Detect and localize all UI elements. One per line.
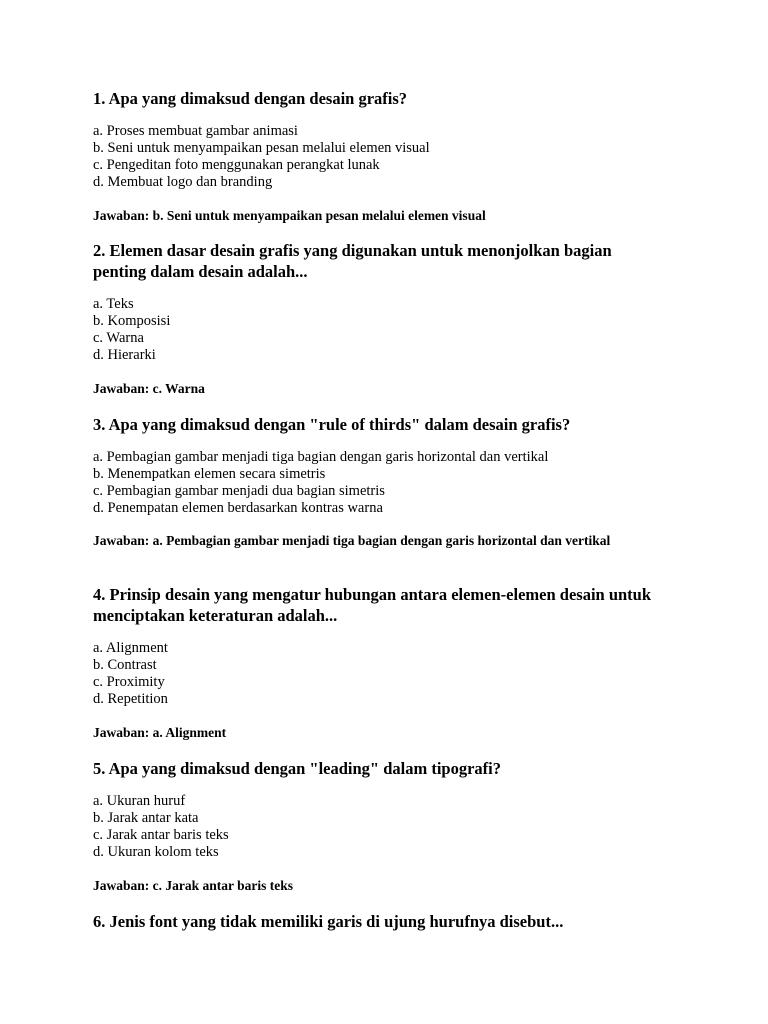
question-block-6 bbox=[93, 911, 693, 932]
option-item: c. Proximity bbox=[93, 674, 165, 690]
option-item: c. Jarak antar baris teks bbox=[93, 827, 229, 843]
options-list bbox=[93, 793, 693, 861]
question-block-4 bbox=[93, 584, 653, 741]
option-item: b. Komposisi bbox=[93, 313, 171, 329]
options-list bbox=[93, 449, 693, 517]
option-item: a. Ukuran huruf bbox=[93, 793, 186, 809]
options-list bbox=[93, 123, 693, 191]
question-block-5 bbox=[93, 758, 693, 894]
question-text: 5. Apa yang dimaksud dengan "leading" dalam tipografi? bbox=[93, 759, 501, 778]
answer-text: Jawaban: c. Jarak antar baris teks bbox=[93, 878, 294, 893]
question-text: 2. Elemen dasar desain grafis yang digunakan untuk menonjolkan bagian penting dalam desain adalah... bbox=[93, 241, 612, 281]
answer-text: Jawaban: b. Seni untuk menyampaikan pesan melalui elemen visual bbox=[93, 208, 486, 223]
option-item: b. Contrast bbox=[93, 657, 157, 673]
answer-text: Jawaban: a. Pembagian gambar menjadi tiga bagian dengan garis horizontal dan vertikal bbox=[93, 533, 611, 548]
question-text: 1. Apa yang dimaksud dengan desain grafis? bbox=[93, 89, 408, 108]
option-item: d. Penempatan elemen berdasarkan kontras warna bbox=[93, 500, 383, 516]
option-item: a. Teks bbox=[93, 296, 134, 312]
option-item: a. Alignment bbox=[93, 640, 168, 656]
question-text: 4. Prinsip desain yang mengatur hubungan antara elemen-elemen desain untuk menciptakan keteraturan adalah... bbox=[93, 585, 652, 625]
option-item: d. Ukuran kolom teks bbox=[93, 844, 219, 860]
question-block-3 bbox=[93, 414, 693, 549]
option-item: b. Jarak antar kata bbox=[93, 810, 199, 826]
options-list bbox=[93, 640, 653, 708]
answer-text: Jawaban: c. Warna bbox=[93, 381, 205, 396]
option-item: a. Proses membuat gambar animasi bbox=[93, 123, 298, 139]
option-item: a. Pembagian gambar menjadi tiga bagian dengan garis horizontal dan vertikal bbox=[93, 449, 549, 465]
option-item: b. Seni untuk menyampaikan pesan melalui elemen visual bbox=[93, 140, 430, 156]
option-item: c. Pembagian gambar menjadi dua bagian simetris bbox=[93, 483, 385, 499]
question-block-1 bbox=[93, 88, 693, 224]
question-text: 6. Jenis font yang tidak memiliki garis di ujung hurufnya disebut... bbox=[93, 912, 564, 931]
option-item: d. Membuat logo dan branding bbox=[93, 174, 273, 190]
option-item: c. Pengeditan foto menggunakan perangkat lunak bbox=[93, 157, 380, 173]
question-text: 3. Apa yang dimaksud dengan "rule of thirds" dalam desain grafis? bbox=[93, 415, 571, 434]
question-block-2 bbox=[93, 240, 653, 397]
options-list bbox=[93, 296, 653, 364]
option-item: d. Repetition bbox=[93, 691, 168, 707]
option-item: b. Menempatkan elemen secara simetris bbox=[93, 466, 326, 482]
option-item: d. Hierarki bbox=[93, 347, 156, 363]
option-item: c. Warna bbox=[93, 330, 144, 346]
answer-text: Jawaban: a. Alignment bbox=[93, 725, 227, 740]
